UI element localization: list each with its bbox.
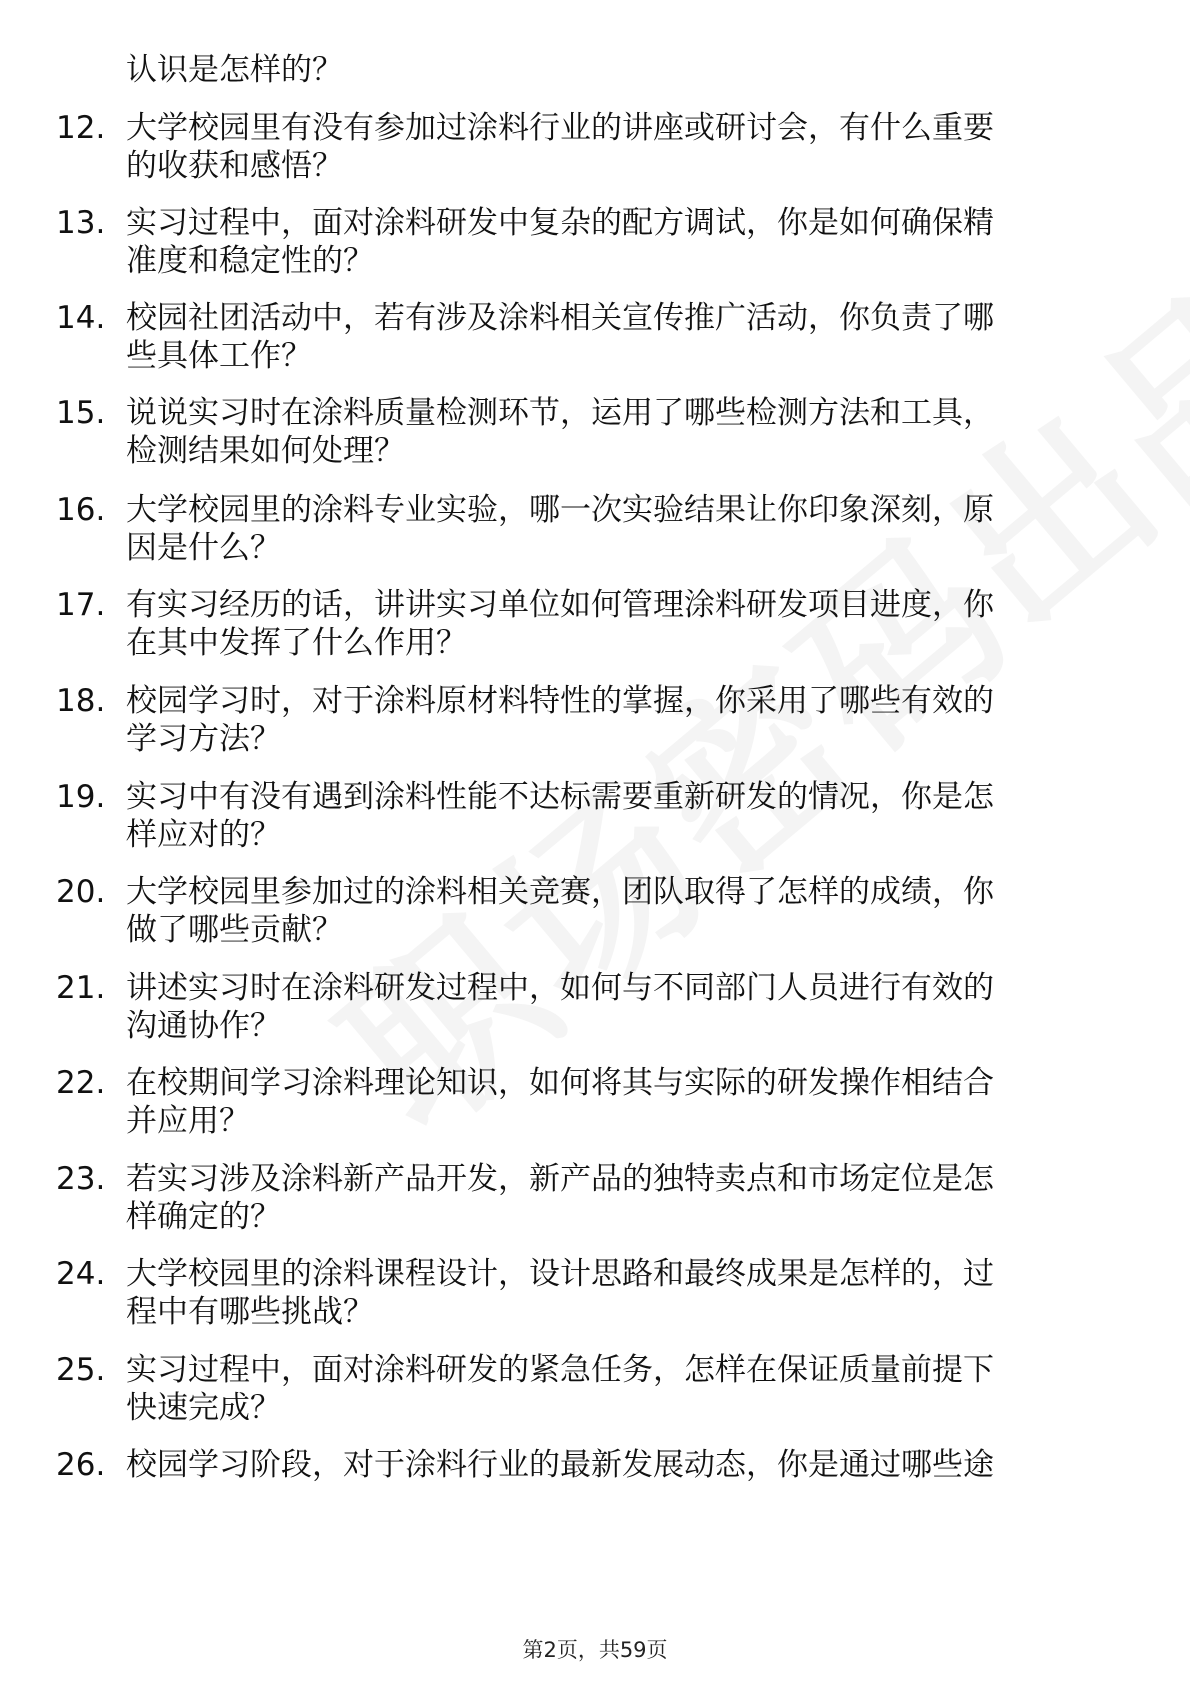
item-text-line: 并应用？ [126, 1103, 250, 1139]
item-number: 26. [56, 1447, 106, 1483]
item-text-line: 因是什么？ [126, 530, 281, 566]
item-text-line: 程中有哪些挑战？ [126, 1294, 374, 1330]
item-number: 22. [56, 1065, 106, 1101]
item-text-line: 实习过程中，面对涂料研发的紧急任务，怎样在保证质量前提下 [126, 1352, 994, 1388]
item-number: 25. [56, 1352, 106, 1388]
item-text-line: 校园学习阶段，对于涂料行业的最新发展动态，你是通过哪些途 [126, 1447, 994, 1483]
item-text-line: 的收获和感悟？ [126, 148, 343, 184]
item-text-line: 大学校园里的涂料课程设计，设计思路和最终成果是怎样的，过 [126, 1256, 994, 1292]
item-number: 17. [56, 587, 106, 623]
item-text-line: 大学校园里参加过的涂料相关竞赛，团队取得了怎样的成绩，你 [126, 874, 994, 910]
item-text-line: 学习方法？ [126, 721, 281, 757]
item-text-line: 在校期间学习涂料理论知识，如何将其与实际的研发操作相结合 [126, 1065, 994, 1101]
item-text-line: 样应对的？ [126, 817, 281, 853]
item-number: 20. [56, 874, 106, 910]
item-text-line: 实习过程中，面对涂料研发中复杂的配方调试，你是如何确保精 [126, 205, 994, 241]
item-text-line: 有实习经历的话，讲讲实习单位如何管理涂料研发项目进度，你 [126, 587, 994, 623]
item-number: 13. [56, 205, 106, 241]
item-text-line: 实习中有没有遇到涂料性能不达标需要重新研发的情况，你是怎 [126, 779, 994, 815]
item-number: 24. [56, 1256, 106, 1292]
item-text-line: 快速完成？ [126, 1390, 281, 1426]
item-number: 14. [56, 300, 106, 336]
item-text-line: 校园学习时，对于涂料原材料特性的掌握，你采用了哪些有效的 [126, 683, 994, 719]
item-text-line: 说说实习时在涂料质量检测环节，运用了哪些检测方法和工具， [126, 395, 994, 431]
item-text-line: 做了哪些贡献？ [126, 912, 343, 948]
item-number: 18. [56, 683, 106, 719]
item-number: 19. [56, 779, 106, 815]
item-text-line: 检测结果如何处理？ [126, 433, 405, 469]
item-text-line: 沟通协作？ [126, 1008, 281, 1044]
item-text-line: 校园社团活动中，若有涉及涂料相关宣传推广活动，你负责了哪 [126, 300, 994, 336]
item-text-line: 在其中发挥了什么作用？ [126, 625, 467, 661]
item-number: 21. [56, 970, 106, 1006]
item-text-line: 大学校园里有没有参加过涂料行业的讲座或研讨会，有什么重要 [126, 110, 994, 146]
item-text-line: 大学校园里的涂料专业实验，哪一次实验结果让你印象深刻，原 [126, 492, 994, 528]
item-number: 23. [56, 1161, 106, 1197]
item-text-line: 些具体工作？ [126, 338, 312, 374]
item-text-line: 讲述实习时在涂料研发过程中，如何与不同部门人员进行有效的 [126, 970, 994, 1006]
item-number: 15. [56, 395, 106, 431]
item-text-line: 样确定的？ [126, 1199, 281, 1235]
item-number: 16. [56, 492, 106, 528]
item-text-line: 认识是怎样的？ [126, 52, 343, 88]
item-text-line: 准度和稳定性的？ [126, 243, 374, 279]
item-text-line: 若实习涉及涂料新产品开发，新产品的独特卖点和市场定位是怎 [126, 1161, 994, 1197]
page-footer: 第2页，共59页 [522, 1638, 668, 1662]
item-number: 12. [56, 110, 106, 146]
